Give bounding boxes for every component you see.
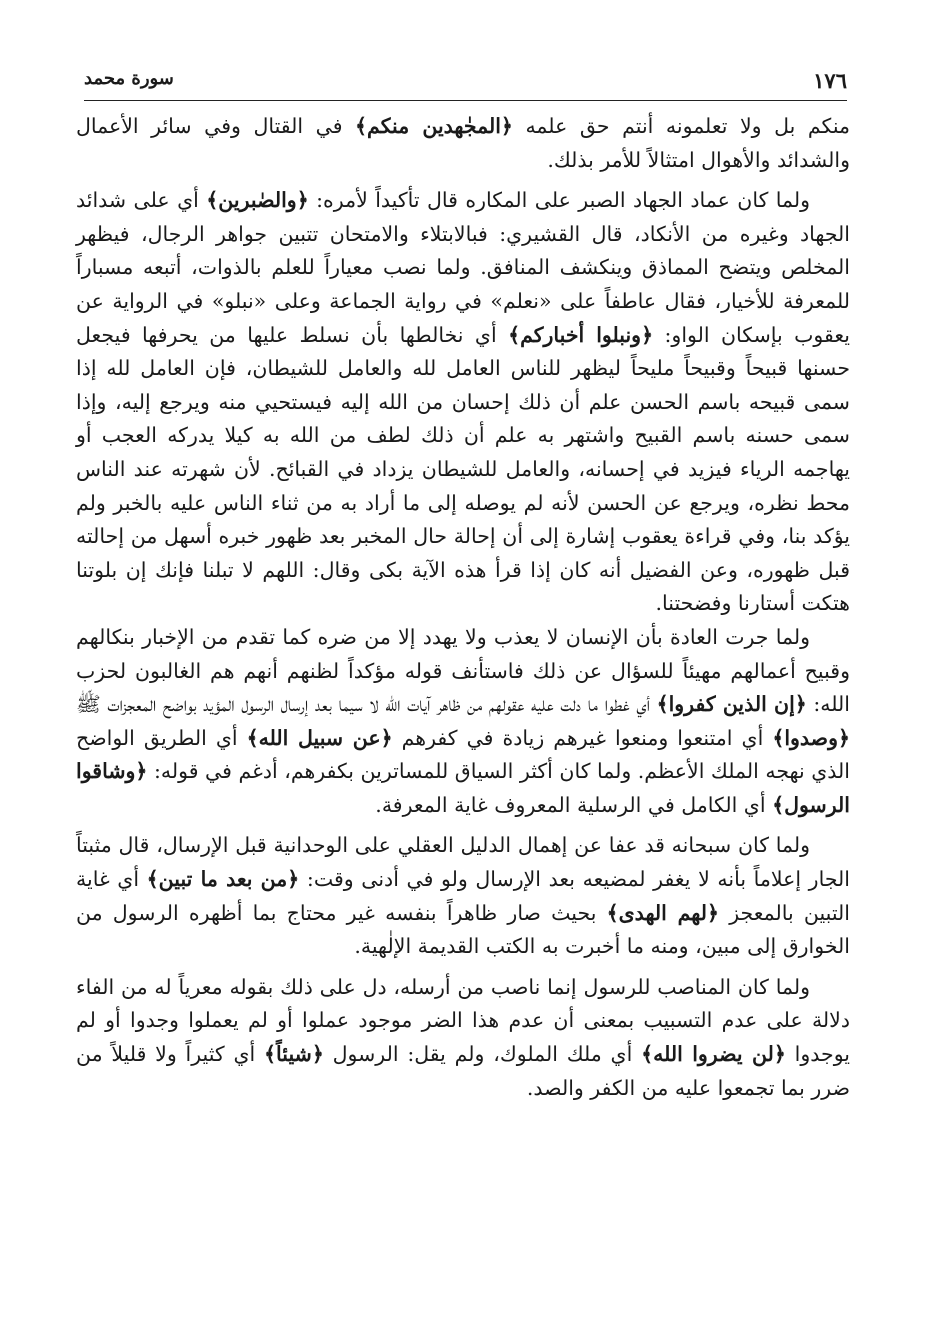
text-run: ولما كان سبحانه قد عفا عن إهمال الدليل العقلي على الوحدانية قبل الإرسال، قال مثبتاً الجار إعلاماً بأنه لا يغفر لمضيعه بعد الإرسال ولو في أدنى وقت:: [76, 833, 850, 892]
text-run: أي غاية التبين بالمعجز: [76, 867, 850, 925]
text-run: منكم بل ولا تعلمونه أنتم حق علمه: [512, 114, 850, 138]
running-title: سورة محمد: [84, 68, 174, 89]
header-divider: [84, 100, 847, 101]
text-run: في القتال وفي سائر الأعمال والشدائد والأهوال امتثالاً للأمر بذلك.: [76, 114, 850, 172]
paragraph-4: [76, 829, 850, 963]
text-run: أي الكامل في الرسلية المعروف غاية المعرفة.: [375, 792, 773, 817]
quran-quote: ﴿من بعد ما تبين﴾: [146, 867, 300, 892]
text-run: أي ملك الملوك، ولم يقل: الرسول: [323, 1042, 642, 1067]
quran-quote: ﴿شيئاً﴾: [264, 1042, 324, 1067]
quran-quote: ﴿والصٰبرين﴾: [206, 188, 309, 213]
main-text: [76, 110, 850, 1105]
paragraph-1: [76, 110, 850, 177]
paragraph-3: [76, 621, 850, 823]
page-number: ١٧٦: [813, 68, 847, 93]
quran-quote: ﴿لهم الهدى﴾: [606, 900, 720, 925]
text-run: أي امتنعوا ومنعوا غيرهم زيادة في كفرهم: [392, 725, 773, 750]
quran-quote: ﴿ونبلوا أخباركم﴾: [508, 322, 654, 347]
quran-quote: ﴿إن الذين كفروا﴾: [656, 692, 807, 717]
text-run: أي نخالطها بأن نسلط عليها من يحرفها فيجعل حسنها قبيحاً وقبيحاً مليحاً ليظهر للناس العامل لله والعامل للشيطان، فإن العامل لله إذا سمى قبيحه باسم الحسن علم أن ذلك إحسان من الله إليه فيستحيي منه ويرجع إليه، وإذا سمى حسنه باسم القبيح واشتهر به علم أن ذلك لطف من الله به كيلا يدركه العجب أو يهاجمه الرياء فيزيد في إحسانه، والعامل للشيطان يزداد في القبائح. لأن شهرته عند الناس محط نظره، ويرجع عن الحسن لأنه لم يوصله إلى ما أراد به من ثناء الناس عليه بالخبر ولم يؤكد بنا، وفي قراءة يعقوب إشارة إلى أن إحالة حال المخبر بعد ظهور خبره أسهل من إحالته قبل ظهوره، وعن الفضيل أنه كان إذا قرأ هذه الآية بكى وقال: اللهم لا تبلنا فإنك إن بلوتنا هتكت أستارنا وفضحتنا.: [76, 322, 850, 616]
text-run: أي على شدائد الجهاد وغيره من الأنكاد، قال القشيري: فبالابتلاء والامتحان تتبين جواهر الرجال، فيظهر المخلص ويتضح المماذق وينكشف المنافق. ولما نصب معياراً للعلم بالذوات، أتبعه مسباراً للمعرفة للأخيار، فقال عاطفاً على «نعلم» في رواية الجماعة وعلى «نبلو» في الرواية عن يعقوب بإسكان الواو:: [76, 188, 850, 347]
quran-quote: ﴿وشاقوا الرسول﴾: [76, 759, 850, 817]
text-run: أي كثيراً ولا قليلاً من ضرر بما تجمعوا عليه من الكفر والصد.: [76, 1042, 850, 1100]
text-run: ولما جرت العادة بأن الإنسان لا يعذب ولا يهدد إلا من ضره كما تقدم من الإخبار بنكالهم وقبيح أعمالهم مهيئاً للسؤال عن ذلك فاستأنف قوله مؤكداً لظنهم أنهم هم الغالبون لحزب الله:: [76, 624, 850, 717]
quran-quote: ﴿المجٰهدين منكم﴾: [355, 114, 513, 138]
paragraph-2: [76, 184, 850, 621]
quran-quote: ﴿عن سبيل الله﴾: [246, 725, 393, 750]
page-header: [84, 66, 847, 96]
quran-quote: ﴿وصدوا﴾: [772, 725, 850, 750]
quran-quote: ﴿لن يضروا الله﴾: [641, 1042, 786, 1067]
text-run: ولما كان عماد الجهاد الصبر على المكاره قال تأكيداً لأمره:: [308, 188, 811, 213]
paragraph-5: [76, 971, 850, 1105]
text-run: أي غطوا ما دلت عليه عقولهم من ظاهر آيات الله لا سيما بعد إرسال الرسول المؤيد بواضح المعجزات ﷺ: [76, 692, 657, 717]
text-run: أي الطريق الواضح الذي نهجه الملك الأعظم. ولما كان أكثر السياق للمساترين بكفرهم، أدغم في قوله:: [76, 725, 850, 784]
text-run: بحيث صار ظاهراً بنفسه غير محتاج بما أظهره الرسول من الخوارق إلى مبين، ومنه ما أخبرت به الكتب القديمة الإلٰهية.: [76, 900, 850, 959]
text-run: ولما كان المناصب للرسول إنما ناصب من أرسله، دل على ذلك بقوله معرياً له من الفاء دلالة على عدم التسبيب بمعنى أن عدم هذا الضر موجود عملوا أو لم يعملوا وجدوا أو لم يوجدوا: [76, 974, 850, 1067]
